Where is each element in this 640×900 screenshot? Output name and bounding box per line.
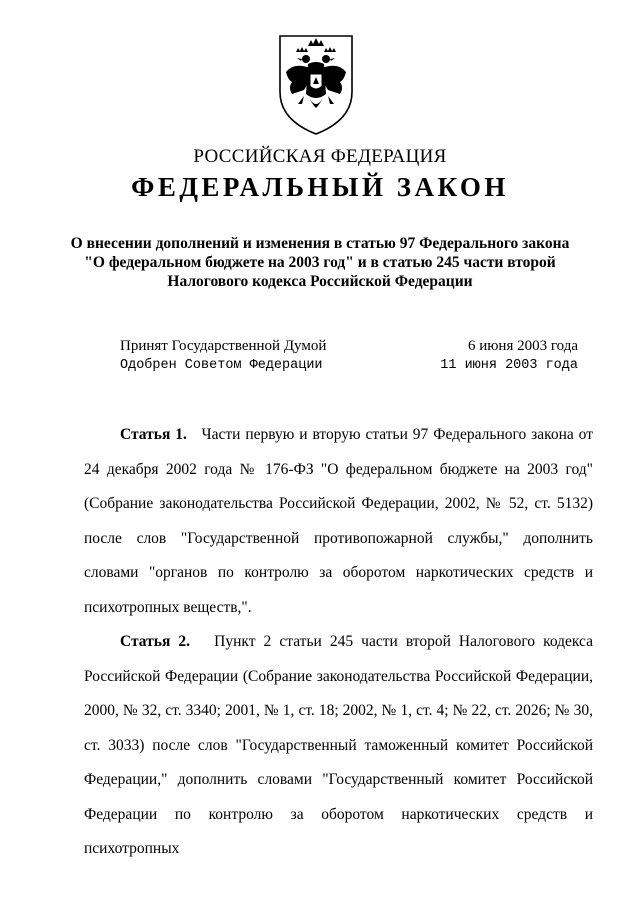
adoption-labels (120, 336, 326, 376)
adoption-dates (440, 336, 578, 376)
country-name: РОССИЙСКАЯ ФЕДЕРАЦИЯ (193, 146, 447, 167)
russian-coat-of-arms-icon (274, 28, 358, 138)
law-title-line-1: О внесении дополнений и изменения в статью 97 Федерального закона (70, 235, 570, 252)
law-title (60, 234, 580, 291)
council-approval-label: Одобрен Советом Федерации (120, 358, 323, 373)
law-body (84, 418, 593, 867)
article-2-text: Пункт 2 статьи 245 части второй Налогового кодекса Российской Федерации (Собрание законодательства Российской Федерации, 2000, № 32, ст. 3340; 2001, № 1, ст. 18; 2002, № 1, ст. 4; № 22, ст. 2026; № 30, ст. 3033) после слов "Государственный таможенный комитет Российской Федерации," дополнить словами "Государственный комитет Российской Федерации по контролю за оборотом наркотических средств и психотропных (84, 633, 593, 857)
duma-adoption-date: 6 июня 2003 года (467, 338, 578, 354)
article-1-label: Статья 1. (120, 426, 187, 443)
duma-adoption-label: Принят Государственной Думой (120, 338, 327, 354)
council-approval-date: 11 июня 2003 года (440, 358, 578, 373)
law-title-line-2: "О федеральном бюджете на 2003 год" и в статью 245 части второй (84, 254, 556, 271)
document-type: ФЕДЕРАЛЬНЫЙ ЗАКОН (131, 172, 509, 202)
article-2 (84, 625, 593, 867)
article-1 (84, 418, 593, 625)
article-1-text: Части первую и вторую статьи 97 Федерального закона от 24 декабря 2002 года № 176-ФЗ "О федеральном бюджете на 2003 год" (Собрание законодательства Российской Федерации, 2002, № 52, ст. 5132) после слов "Государственной противопожарной службы," дополнить словами "органов по контролю за оборотом наркотических средств и психотропных веществ,". (84, 426, 593, 616)
article-2-label: Статья 2. (120, 633, 191, 650)
law-title-line-3: Налогового кодекса Российской Федерации (167, 273, 473, 290)
